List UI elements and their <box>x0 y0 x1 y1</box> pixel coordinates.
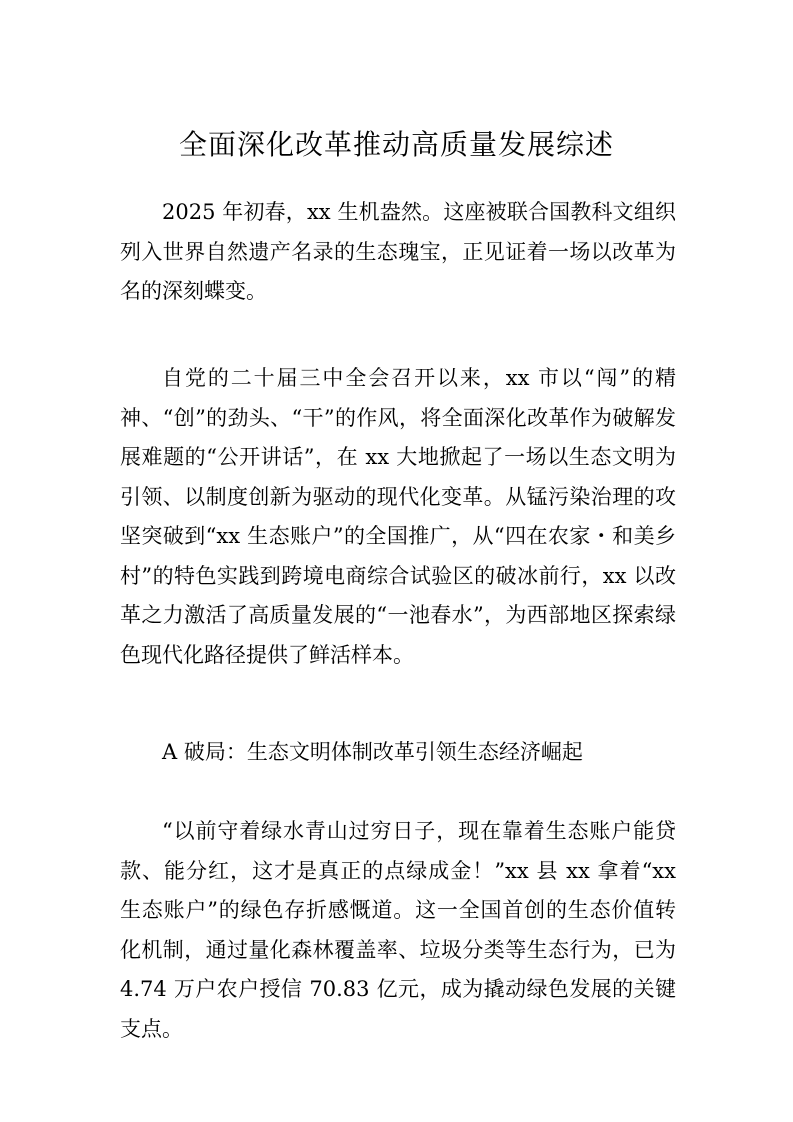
paragraph-reform-overview: 自党的二十届三中全会召开以来，xx 市以“闯”的精神、“创”的劲头、“干”的作风，将全面深化改革作为破解发展难题的“公开讲话”，在 xx 大地掀起了一场以生态文明为引领、以制度创新为驱动的现代化变革。从锰污染治理的攻坚突破到“xx 生态账户”的全国推广，从“四在农家・和美乡村”的特色实践到跨境电商综合试验区的破冰前行，xx 以改革之力激活了高质量发展的“一池春水”，为西部地区探索绿色现代化路径提供了鲜活样本。 <box>120 366 676 667</box>
paragraph-eco-account: “以前守着绿水青山过穷日子，现在靠着生态账户能贷款、能分红，这才是真正的点绿成金！”xx 县 xx 拿着“xx 生态账户”的绿色存折感慨道。这一全国首创的生态价值转化机制，通过量化森林覆盖率、垃圾分类等生态行为，已为 4.74 万户农户授信 70.83 亿元，成为撬动绿色发展的关键支点。 <box>120 819 676 1041</box>
section-heading: A 破局：生态文明体制改革引领生态经济崛起 <box>162 740 583 764</box>
paragraph-intro: 2025 年初春，xx 生机盎然。这座被联合国教科文组织列入世界自然遗产名录的生态瑰宝，正见证着一场以改革为名的深刻蝶变。 <box>120 200 676 303</box>
document-title: 全面深化改革推动高质量发展综述 <box>178 128 614 161</box>
